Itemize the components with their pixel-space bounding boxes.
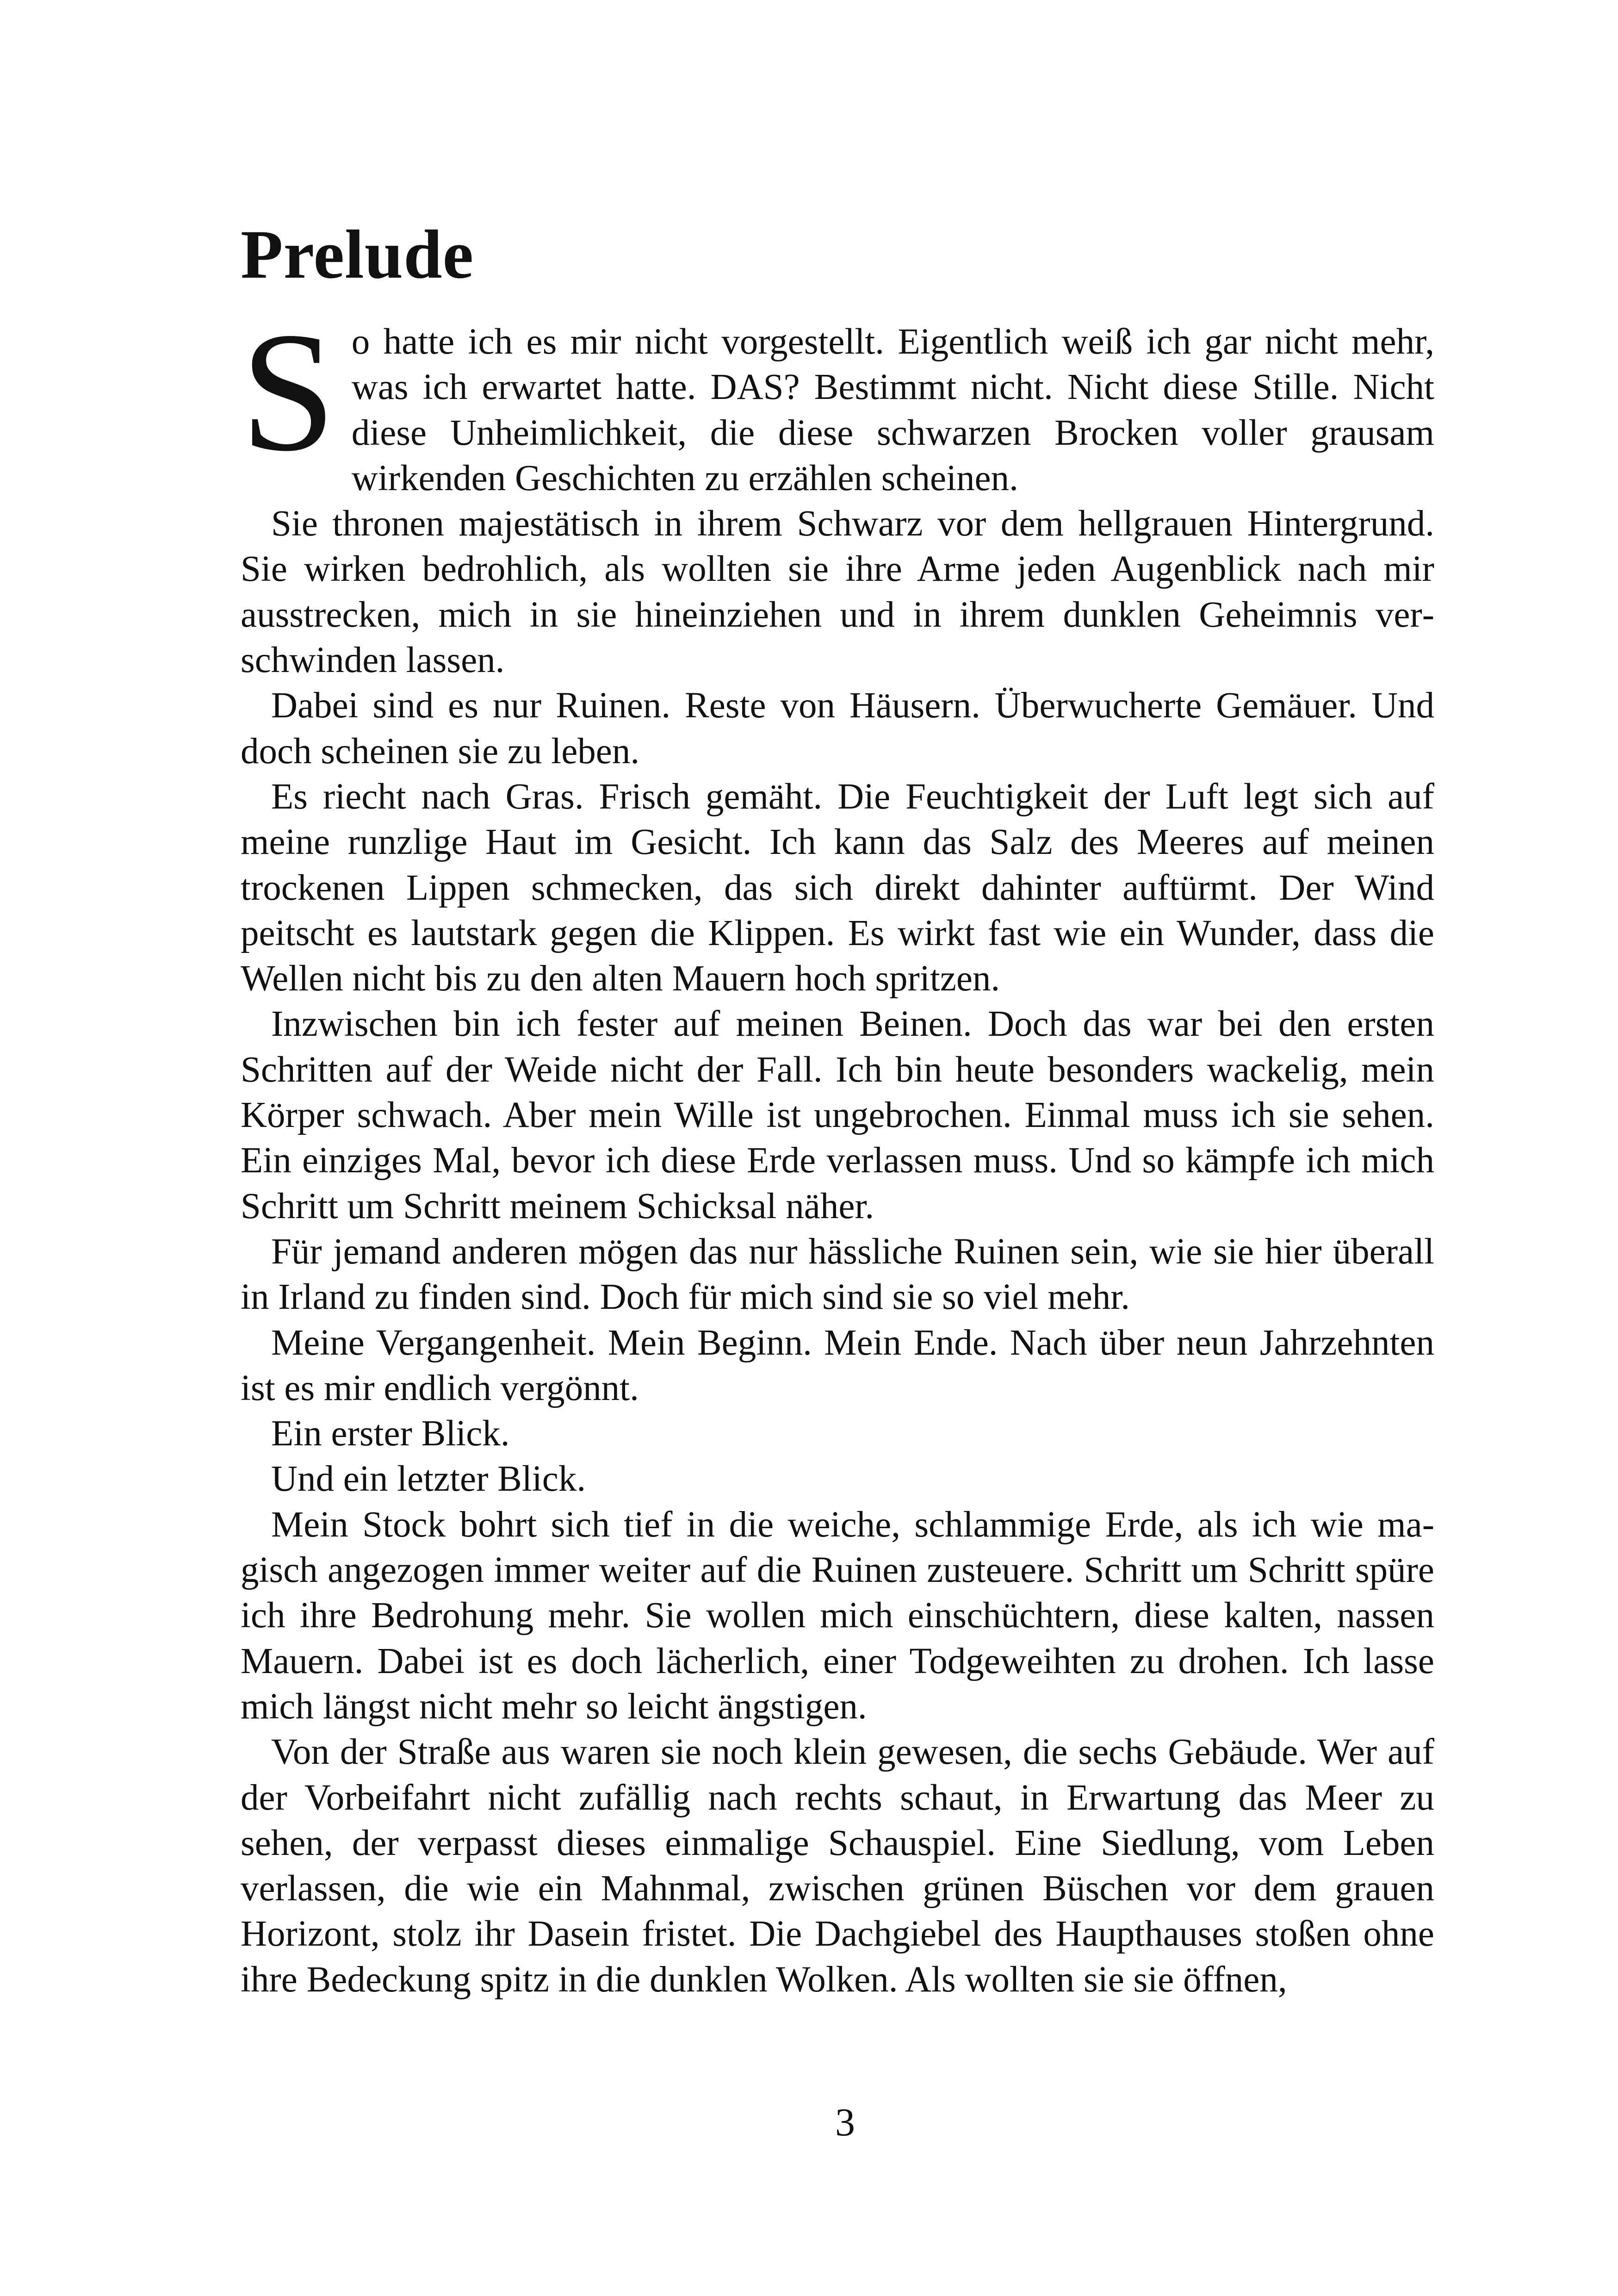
- chapter-title: Prelude: [241, 216, 474, 293]
- paragraph: Sie thronen majestätisch in ihrem Schwarz vor dem hellgrauen Hintergrund. Sie wirken bedrohlich, als wollten sie ihre Arme jeden Augenblick nach mir ausstrecken, mich in sie hineinziehen und in ihrem dunklen Geheimnis verschwinden lassen.: [241, 504, 1434, 681]
- paragraph: Mein Stock bohrt sich tief in die weiche, schlammige Erde, als ich wie magisch angezogen immer weiter auf die Ruinen zusteuere. Schritt um Schritt spüre ich ihre Bedrohung mehr. Sie wollen mich einschüchtern, diese kalten, nassen Mauern. Dabei ist es doch lächerlich, einer Todgeweihten zu drohen. Ich lasse mich längst nicht mehr so leicht ängstigen.: [241, 1504, 1434, 1727]
- body-text: [241, 297, 1434, 2003]
- drop-cap: S: [241, 297, 336, 487]
- paragraph: Ein erster Blick.: [271, 1413, 510, 1454]
- paragraph: [241, 297, 1434, 501]
- paragraph: Inzwischen bin ich fester auf meinen Beinen. Doch das war bei den ersten Schritten auf der Weide nicht der Fall. Ich bin heute besonders wackelig, mein Körper schwach. Aber mein Wille ist ungebrochen. Einmal muss ich sie sehen. Ein einziges Mal, bevor ich diese Erde verlassen muss. Und so kämpfe ich mich Schritt um Schritt meinem Schicksal näher.: [241, 1004, 1434, 1226]
- paragraph: Von der Straße aus waren sie noch klein gewesen, die sechs Gebäude. Wer auf der Vorbeifahrt nicht zufällig nach rechts schaut, in Erwartung das Meer zu sehen, der verpasst dieses einmalige Schauspiel. Eine Siedlung, vom Leben verlassen, die wie ein Mahnmal, zwischen grünen Büschen vor dem grauen Horizont, stolz ihr Dasein fristet. Die Dachgiebel des Haupthauses stoßen ohne ihre Bedeckung spitz in die dunklen Wolken. Als wollten sie sie öffnen,: [241, 1732, 1434, 2000]
- paragraph-text: o hatte ich es mir nicht vorgestellt. Eigentlich weiß ich gar nicht mehr, was ich erwartet hatte. DAS? Bestimmt nicht. Nicht diese Stille. Nicht diese Unheimlichkeit, die diese schwarzen Brocken voller grausam wirkenden Geschichten zu erzählen scheinen.: [351, 322, 1434, 498]
- page-number: 3: [835, 2100, 855, 2144]
- paragraph: Und ein letzter Blick.: [271, 1459, 586, 1500]
- paragraph: Es riecht nach Gras. Frisch gemäht. Die Feuchtigkeit der Luft legt sich auf meine runzlige Haut im Gesicht. Ich kann das Salz des Meeres auf meinen trockenen Lippen schmecken, das sich direkt dahinter auftürmt. Der Wind peitscht es lautstark gegen die Klippen. Es wirkt fast wie ein Wunder, dass die Wellen nicht bis zu den alten Mauern hoch spritzen.: [241, 776, 1434, 999]
- paragraph: Für jemand anderen mögen das nur hässliche Ruinen sein, wie sie hier überall in Irland zu finden sind. Doch für mich sind sie so viel mehr.: [241, 1231, 1434, 1318]
- paragraph: Meine Vergangenheit. Mein Beginn. Mein Ende. Nach über neun Jahrzehnten ist es mir endlich vergönnt.: [241, 1322, 1434, 1408]
- paragraph: Dabei sind es nur Ruinen. Reste von Häusern. Überwucherte Gemäuer. Und doch scheinen sie zu leben.: [241, 685, 1434, 772]
